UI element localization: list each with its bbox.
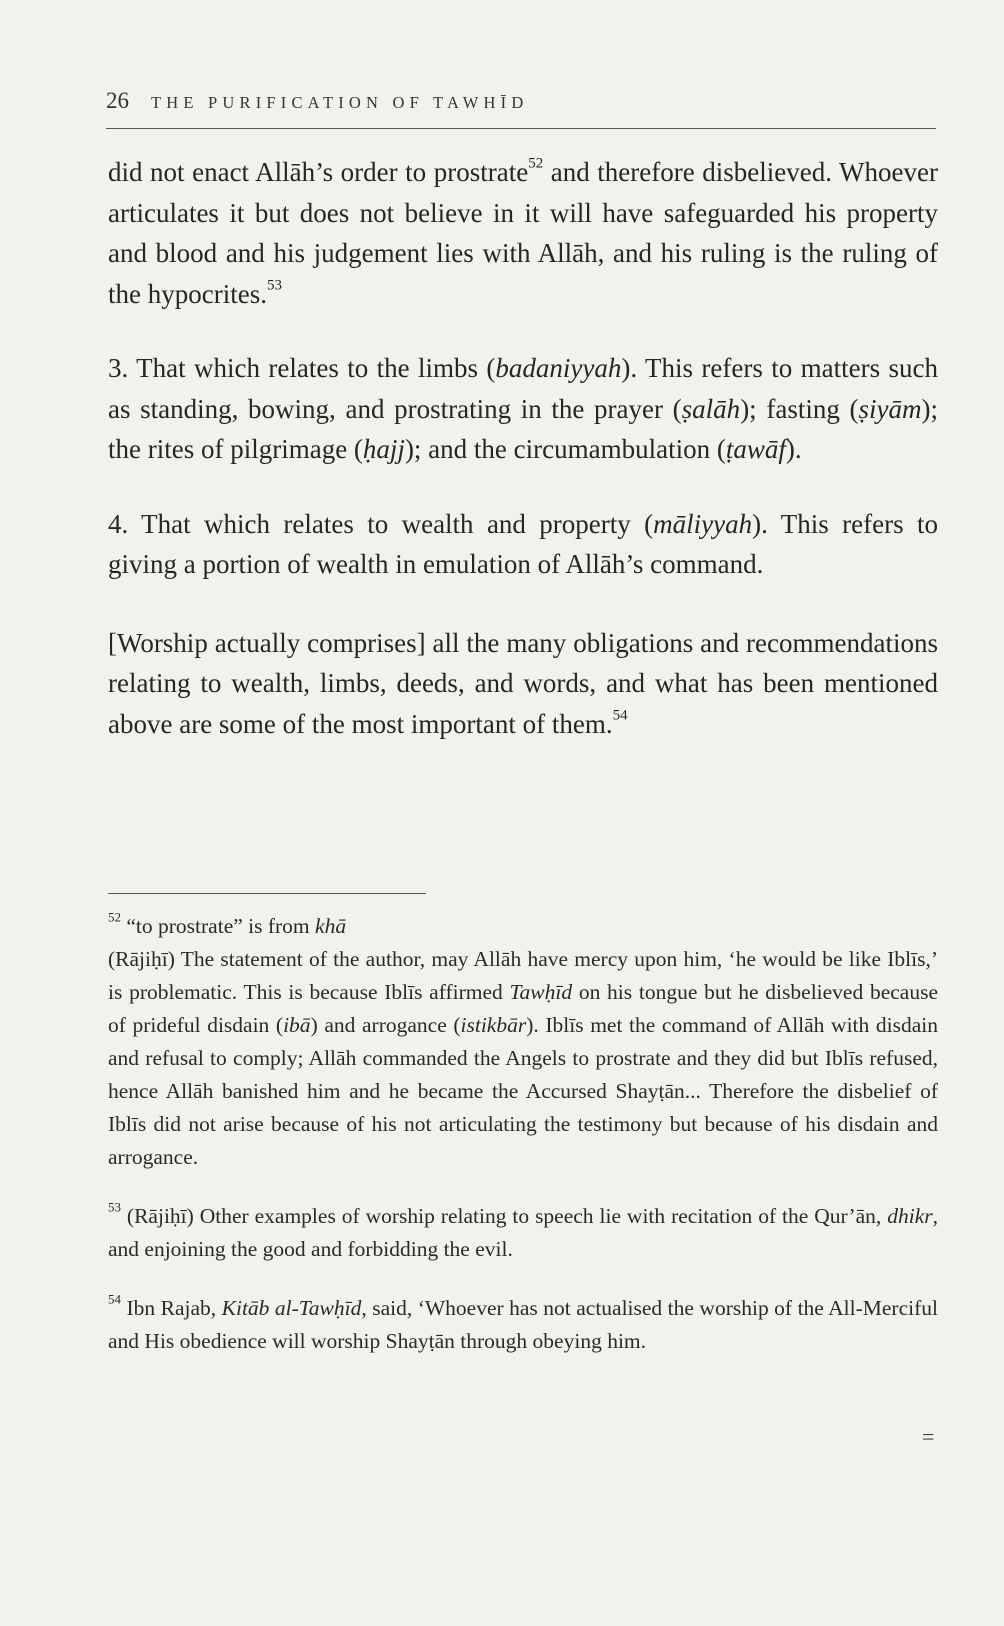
continuation-mark: = — [922, 1424, 935, 1449]
footnote-ref-53: 53 — [266, 277, 282, 293]
footnote-ref-52: 52 — [528, 155, 544, 172]
footnote-52-body: (Rājiḥī) The statement of the author, may Allāh have mercy upon him, ‘he would be like Iblīs,’ is problematic. This is because Iblīs affirmed Tawḥīd on his tongue but he disbelieved because of prideful disdain (ibā) and arrogance (istikbār). Iblīs met the command of Allāh with disdain and refusal to comply; Allāh commanded the Angels to prostrate and they did but Iblīs refused, hence Allāh banished him and he became the Accursed Shayṭān... Therefore the disbelief of Iblīs did not arise because of his not articulating the testimony but because of his disdain and arrogance. — [108, 947, 938, 1169]
paragraph-1: did not enact Allāh’s order to prostrate$^{52}$ and therefore disbelieved. Whoever articulates it but does not believe in it will have safeguarded his property and blood and his judgement lies with Allāh, and his ruling is the ruling of the hypocrites.$^{53}$ — [108, 155, 938, 309]
paragraph-limbs: 3. That which relates to the limbs (badaniyyah). This refers to matters such as standing, bowing, and prostrating in the prayer (ṣalāh); fasting (ṣiyām); the rites of pilgrimage (ḥajj); and the circumambulation (ṭawāf). — [108, 353, 939, 464]
footnote-53: $^{53}$ (Rājiḥī) Other examples of worship relating to speech lie with recitation of the Qur’ān, dhikr, and enjoining the good and forbidding the evil. — [108, 1199, 938, 1261]
footnote-52-head: $^{52}$ “to prostrate” is from khā — [108, 909, 347, 938]
page-number: 26 — [106, 88, 129, 113]
main-text — [108, 152, 938, 744]
footnote-ref-54: 54 — [612, 707, 628, 723]
footnote-rule — [108, 893, 426, 894]
footnotes — [108, 910, 938, 1358]
paragraph-worship: [Worship actually comprises] all the many obligations and recommendations relating to wealth, limbs, deeds, and words, and what has been mentioned above are some of the most important of them.$^{54}$ — [108, 627, 938, 739]
running-title: THE PURIFICATION OF TAWHĪD — [151, 93, 529, 112]
footnote-54: $^{54}$ Ibn Rajab, Kitāb al-Tawḥīd, said, ‘Whoever has not actualised the worship of the All-Merciful and His obedience will worship Shayṭān through obeying him. — [108, 1291, 938, 1353]
header-rule — [106, 128, 936, 129]
page-header — [106, 88, 936, 120]
paragraph-wealth: 4. That which relates to wealth and property (māliyyah). This refers to giving a portion of wealth in emulation of Allāh’s command. — [108, 508, 938, 579]
